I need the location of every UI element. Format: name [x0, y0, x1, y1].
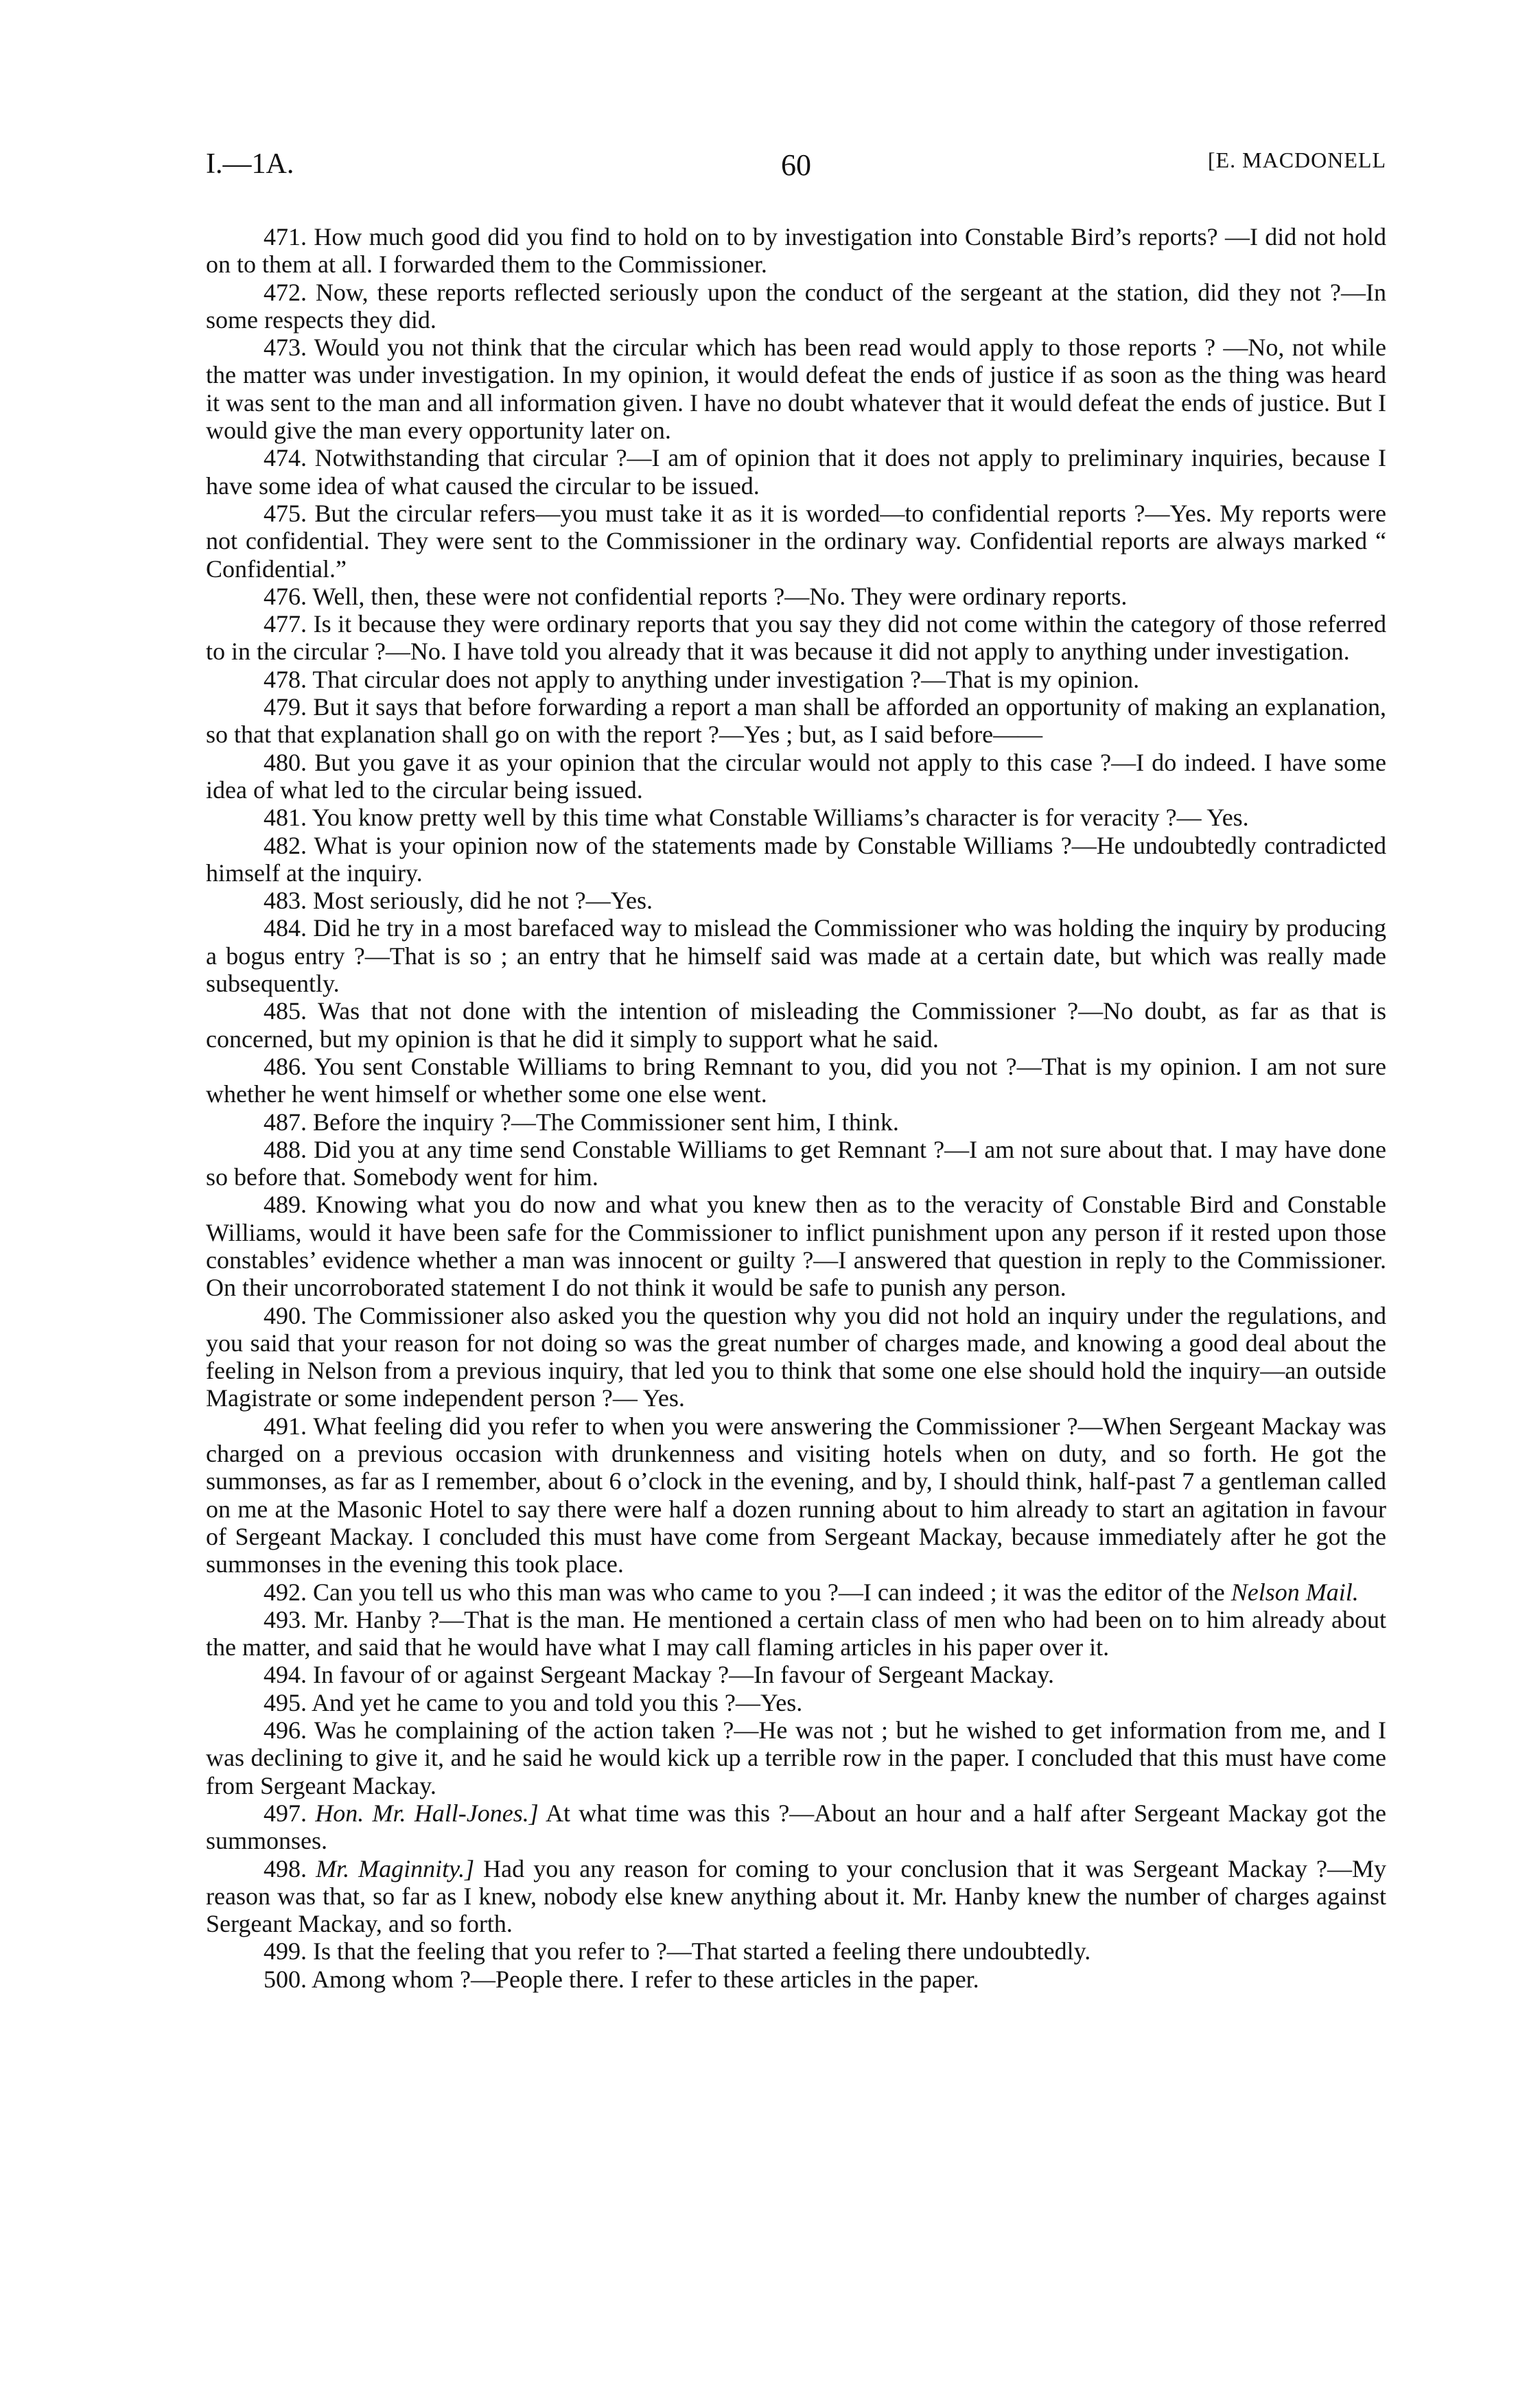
paragraph-477: 477. Is it because they were ordinary reports that you say they did not come within the category of those referred to in the circular ?—No. I have told you already that it was because it did not apply to anything under investigation.	[206, 610, 1386, 666]
paragraph-498	[206, 1855, 1386, 1938]
paragraph-473: 473. Would you not think that the circular which has been read would apply to those reports ? —No, not while the matter was under investigation. In my opinion, it would defeat the ends of justice if as soon as the thing was heard it was sent to the man and all information given. I have no doubt whatever that it would defeat the ends of justice. But I would give the man every opportunity later on.	[206, 334, 1386, 445]
paragraph-475: 475. But the circular refers—you must take it as it is worded—to confidential reports ?—Yes. My reports were not confidential. They were sent to the Commissioner in the ordinary way. Confidential reports are always marked “ Confidential.”	[206, 499, 1386, 583]
speaker-label: Mr. Maginnity.]	[316, 1854, 475, 1882]
paragraph-480: 480. But you gave it as your opinion that the circular would not apply to this case ?—I do indeed. I have some idea of what led to the circular being issued.	[206, 748, 1386, 804]
testimony-body	[206, 223, 1386, 1993]
paragraph-484: 484. Did he try in a most barefaced way to mislead the Commissioner who was holding the inquiry by producing a bogus entry ?—That is so ; an entry that he himself said was made at a certain date, but which was really made subsequently.	[206, 914, 1386, 998]
paragraph-498-number: 498.	[264, 1854, 316, 1882]
witness-name: [E. MACDONELL	[1207, 148, 1386, 172]
paragraph-478: 478. That circular does not apply to anything under investigation ?—That is my opinion.	[264, 665, 1140, 693]
paragraph-492	[206, 1578, 1386, 1606]
paragraph-497	[206, 1799, 1386, 1855]
paragraph-476: 476. Well, then, these were not confidential reports ?—No. They were ordinary reports.	[264, 582, 1128, 610]
series-reference: I.—1A.	[206, 148, 294, 180]
paragraph-495: 495. And yet he came to you and told you this ?—Yes.	[264, 1688, 803, 1716]
paragraph-497-text: At what time was this ?—About an hour and a half after Sergeant Mackay got the summonses.	[206, 1799, 1386, 1855]
paragraph-499: 499. Is that the feeling that you refer to ?—That started a feeling there undoubtedly.	[264, 1937, 1091, 1966]
speaker-label: Hon. Mr. Hall-Jones.]	[315, 1799, 539, 1827]
paragraph-489: 489. Knowing what you do now and what you knew then as to the veracity of Constable Bird and Constable Williams, would it have been safe for the Commissioner to inflict punishment upon any person if it rested upon those constables’ evidence whether a man was innocent or guilty ?—I answered that question in reply to the Commissioner. On their uncorroborated statement I do not think it would be safe to punish any person.	[206, 1191, 1386, 1302]
paragraph-474: 474. Notwithstanding that circular ?—I am of opinion that it does not apply to preliminary inquiries, because I have some idea of what caused the circular to be issued.	[206, 444, 1386, 500]
paragraph-488: 488. Did you at any time send Constable Williams to get Remnant ?—I am not sure about that. I may have done so before that. Somebody went for him.	[206, 1135, 1386, 1191]
paragraph-487: 487. Before the inquiry ?—The Commissioner sent him, I think.	[264, 1108, 899, 1136]
document-page	[206, 148, 1386, 1993]
paragraph-491: 491. What feeling did you refer to when you were answering the Commissioner ?—When Sergeant Mackay was charged on a previous occasion with drunkenness and visiting hotels when on duty, and so forth. He got the summonses, as far as I remember, about 6 o’clock in the evening, and by, I should think, half-past 7 a gentleman called on me at the Masonic Hotel to say there were half a dozen running about to him already to start an agitation in favour of Sergeant Mackay. I concluded this must have come from Sergeant Mackay, because immediately after he got the summonses in the evening this took place.	[206, 1412, 1386, 1578]
paragraph-496: 496. Was he complaining of the action taken ?—He was not ; but he wished to get information from me, and I was declining to give it, and he said he would kick up a terrible row in the paper. I concluded that this must have come from Sergeant Mackay.	[206, 1716, 1386, 1799]
paragraph-485: 485. Was that not done with the intention of misleading the Commissioner ?—No doubt, as far as that is concerned, but my opinion is that he did it simply to support what he said.	[206, 997, 1386, 1053]
page-header	[206, 148, 1386, 196]
paragraph-479: 479. But it says that before forwarding a report a man shall be afforded an opportunity of making an explanation, so that that explanation shall go on with the report ?—Yes ; but, as I said before——	[206, 693, 1386, 749]
paragraph-500: 500. Among whom ?—People there. I refer to these articles in the paper.	[264, 1965, 979, 1993]
paragraph-472: 472. Now, these reports reflected seriously upon the conduct of the sergeant at the station, did they not ?—In some respects they did.	[206, 278, 1386, 334]
page-number: 60	[781, 148, 811, 182]
paragraph-490: 490. The Commissioner also asked you the question why you did not hold an inquiry under the regulations, and you said that your reason for not doing so was the great number of charges made, and knowing a good deal about the feeling in Nelson from a previous inquiry, that led you to think that some one else should hold the inquiry—an outside Magistrate or some independent person ?— Yes.	[206, 1301, 1386, 1412]
paragraph-492-text: 492. Can you tell us who this man was who came to you ?—I can indeed ; it was the editor of the	[264, 1578, 1231, 1606]
paragraph-482: 482. What is your opinion now of the statements made by Constable Williams ?—He undoubtedly contradicted himself at the inquiry.	[206, 831, 1386, 887]
paragraph-493: 493. Mr. Hanby ?—That is the man. He mentioned a certain class of men who had been on to him already about the matter, and said that he would have what I may call flaming articles in his paper over it.	[206, 1605, 1386, 1661]
paragraph-486: 486. You sent Constable Williams to bring Remnant to you, did you not ?—That is my opinion. I am not sure whether he went himself or whether some one else went.	[206, 1052, 1386, 1108]
paragraph-498-text: Had you any reason for coming to your conclusion that it was Sergeant Mackay ?—My reason was that, so far as I knew, nobody else knew anything about it. Mr. Hanby knew the number of charges against Sergeant Mackay, and so forth.	[206, 1854, 1386, 1938]
paragraph-481: 481. You know pretty well by this time what Constable Williams’s character is for veracity ?— Yes.	[264, 804, 1249, 832]
paragraph-497-number: 497.	[264, 1799, 316, 1827]
paragraph-494: 494. In favour of or against Sergeant Mackay ?—In favour of Sergeant Mackay.	[264, 1661, 1054, 1689]
newspaper-name: Nelson Mail.	[1230, 1578, 1359, 1606]
paragraph-471: 471. How much good did you find to hold on to by investigation into Constable Bird’s reports? —I did not hold on to them at all. I forwarded them to the Commissioner.	[206, 223, 1386, 279]
paragraph-483: 483. Most seriously, did he not ?—Yes.	[264, 887, 653, 915]
